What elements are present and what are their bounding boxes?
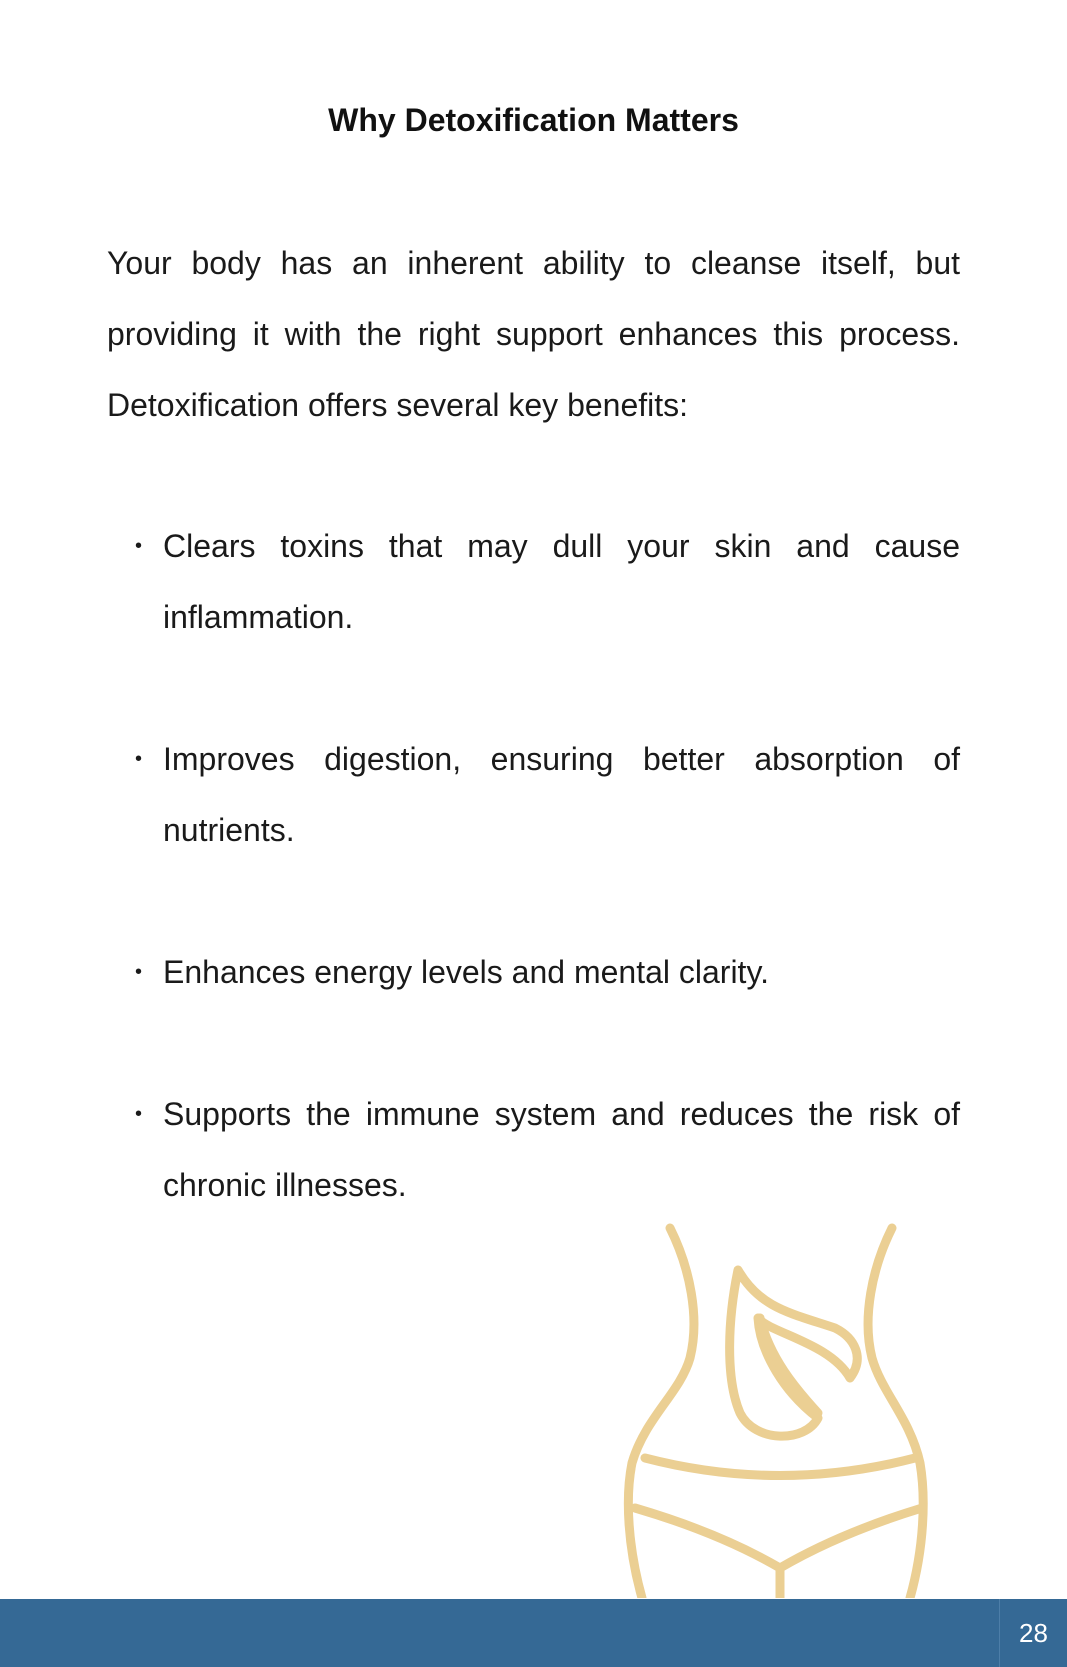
list-item xyxy=(107,724,960,866)
underwear-right-line xyxy=(780,1508,922,1568)
benefit-text: Supports the immune system and reduces the risk of chronic illnesses. xyxy=(163,1096,960,1203)
page-title: Why Detoxification Matters xyxy=(328,102,739,138)
body-leaf-icon xyxy=(610,1218,950,1598)
benefit-text: Enhances energy levels and mental clarity. xyxy=(163,954,769,990)
bullet-icon: • xyxy=(135,748,143,770)
bullet-icon: • xyxy=(135,1103,143,1125)
bullet-icon: • xyxy=(135,961,143,983)
benefit-text: Improves digestion, ensuring better absorption of nutrients. xyxy=(163,741,960,848)
page-number: 28 xyxy=(999,1599,1067,1667)
waistband-line xyxy=(645,1458,915,1476)
underwear-left-line xyxy=(635,1508,780,1568)
leaf-outer xyxy=(730,1270,858,1436)
list-item xyxy=(107,937,960,1008)
bullet-icon: • xyxy=(135,535,143,557)
intro-paragraph: Your body has an inherent ability to cleanse itself, but providing it with the right support enhances this process. Detoxification offers several key benefits: xyxy=(107,245,960,423)
torso-right-outline xyxy=(868,1228,923,1598)
benefit-text: Clears toxins that may dull your skin and cause inflammation. xyxy=(163,528,960,635)
list-item xyxy=(107,1079,960,1221)
footer-bar xyxy=(0,1599,1067,1667)
benefits-list xyxy=(107,511,960,1292)
list-item xyxy=(107,511,960,653)
torso-left-outline xyxy=(628,1228,694,1598)
